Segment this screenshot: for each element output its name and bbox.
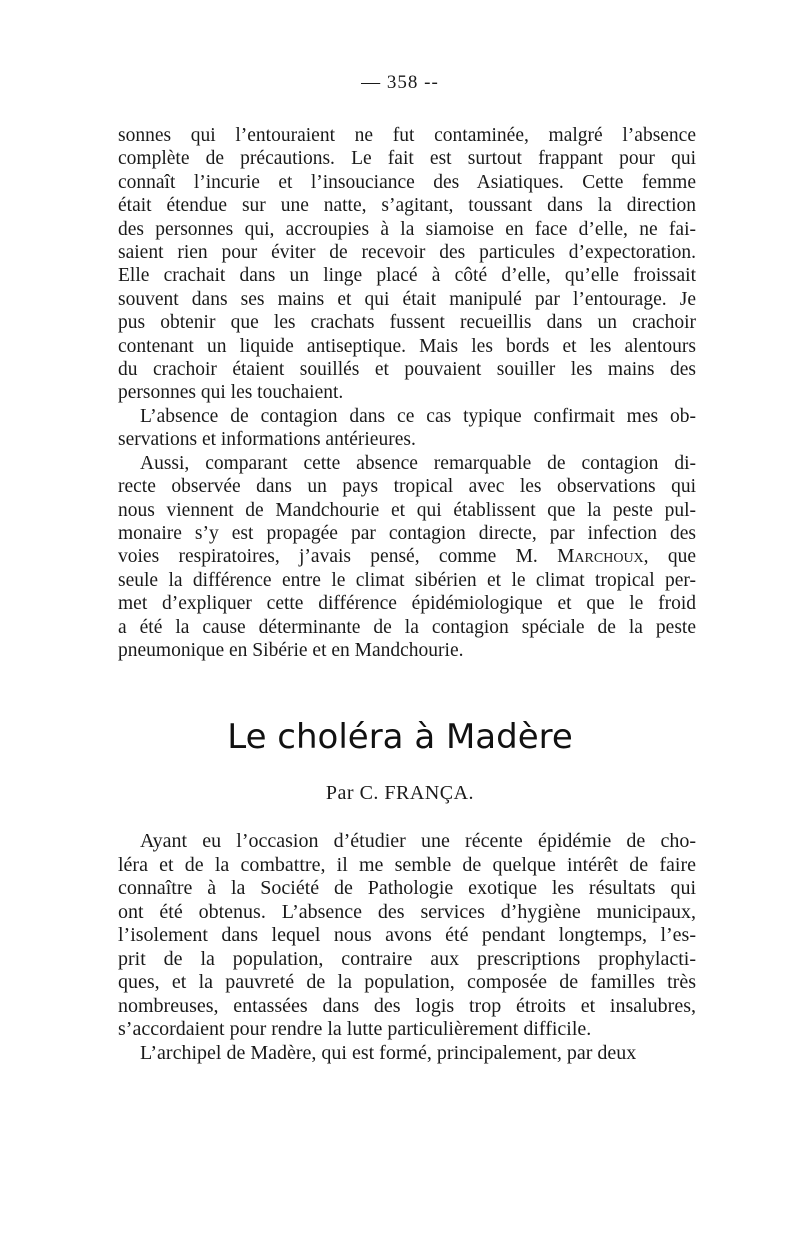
- text-line: pus obtenir que les crachats fussent recueillis dans un crachoir: [118, 312, 696, 334]
- text-line: du crachoir étaient souillés et pouvaient souiller les mains des: [118, 359, 696, 381]
- text-line: nombreuses, entassées dans des logis trop étroits et insalubres,: [118, 994, 696, 1017]
- text-line: personnes qui les touchaient.: [118, 382, 344, 404]
- text-line: contenant un liquide antiseptique. Mais les bords et les alentours: [118, 335, 696, 357]
- text-line: prit de la population, contraire aux prescriptions prophylacti-: [118, 947, 696, 970]
- text-line: l’isolement dans lequel nous avons été pendant longtemps, l’es-: [118, 924, 696, 946]
- text-line: ques, et la pauvreté de la population, composée de familles très: [118, 971, 696, 993]
- text-line: Aussi, comparant cette absence remarquable de contagion di-: [140, 452, 696, 474]
- article-byline: Par C. FRANÇA.: [325, 782, 475, 804]
- previous-article-text: [118, 124, 696, 662]
- text-line: Ayant eu l’occasion d’étudier une récente épidémie de cho-: [140, 830, 696, 852]
- paragraph: [118, 1042, 696, 1066]
- text-line: Elle crachait dans un linge placé à côté d’elle, qu’elle froissait: [118, 265, 696, 287]
- text-line: recte observée dans un pays tropical avec les observations qui: [118, 476, 696, 498]
- paragraph: [118, 452, 696, 663]
- text-line: met d’expliquer cette différence épidémiologique et que le froid: [118, 593, 696, 615]
- article-title: Le choléra à Madère: [227, 717, 573, 757]
- text-line: voies respiratoires, j’avais pensé, comme M. Marchoux, que: [118, 546, 697, 568]
- article-body-text: [118, 830, 696, 1065]
- text-line: saient rien pour éviter de recevoir des particules d’expectoration.: [118, 242, 696, 264]
- page-number: — 358 --: [361, 72, 439, 93]
- text-line: monaire s’y est propagée par contagion directe, par infection des: [118, 522, 696, 544]
- text-line: léra et de la combattre, il me semble de quelque intérêt de faire: [118, 853, 696, 876]
- text-line: a été la cause déterminante de la contagion spéciale de la peste: [118, 616, 696, 638]
- author-name: Marchoux: [557, 546, 644, 568]
- text-line: s’accordaient pour rendre la lutte particulièrement difficile.: [118, 1018, 592, 1040]
- text-line: souvent dans ses mains et qui était manipulé par l’entourage. Je: [118, 288, 696, 310]
- text-line: était étendue sur une natte, s’agitant, toussant dans la direction: [118, 195, 696, 217]
- paragraph: [118, 124, 696, 405]
- text-line: pneumonique en Sibérie et en Mandchourie.: [118, 639, 464, 661]
- text-line: des personnes qui, accroupies à la siamoise en face d’elle, ne fai-: [118, 218, 696, 240]
- text-line: ont été obtenus. L’absence des services d’hygiène municipaux,: [118, 900, 696, 923]
- text-line: connaître à la Société de Pathologie exotique les résultats qui: [118, 877, 696, 899]
- paragraph: [118, 830, 696, 1042]
- text-line: L’absence de contagion dans ce cas typique confirmait mes ob-: [140, 405, 696, 427]
- text-line: complète de précautions. Le fait est surtout frappant pour qui: [118, 148, 696, 170]
- text-line: sonnes qui l’entouraient ne fut contaminée, malgré l’absence: [118, 125, 696, 146]
- paragraph: [118, 405, 696, 452]
- text-line: servations et informations antérieures.: [118, 429, 416, 451]
- text-line: L’archipel de Madère, qui est formé, principalement, par deux: [140, 1041, 637, 1064]
- text-line: seule la différence entre le climat sibérien et le climat tropical per-: [118, 569, 696, 591]
- text-line: connaît l’incurie et l’insouciance des Asiatiques. Cette femme: [118, 171, 696, 193]
- text-line: nous viennent de Mandchourie et qui établissent que la peste pul-: [118, 499, 696, 521]
